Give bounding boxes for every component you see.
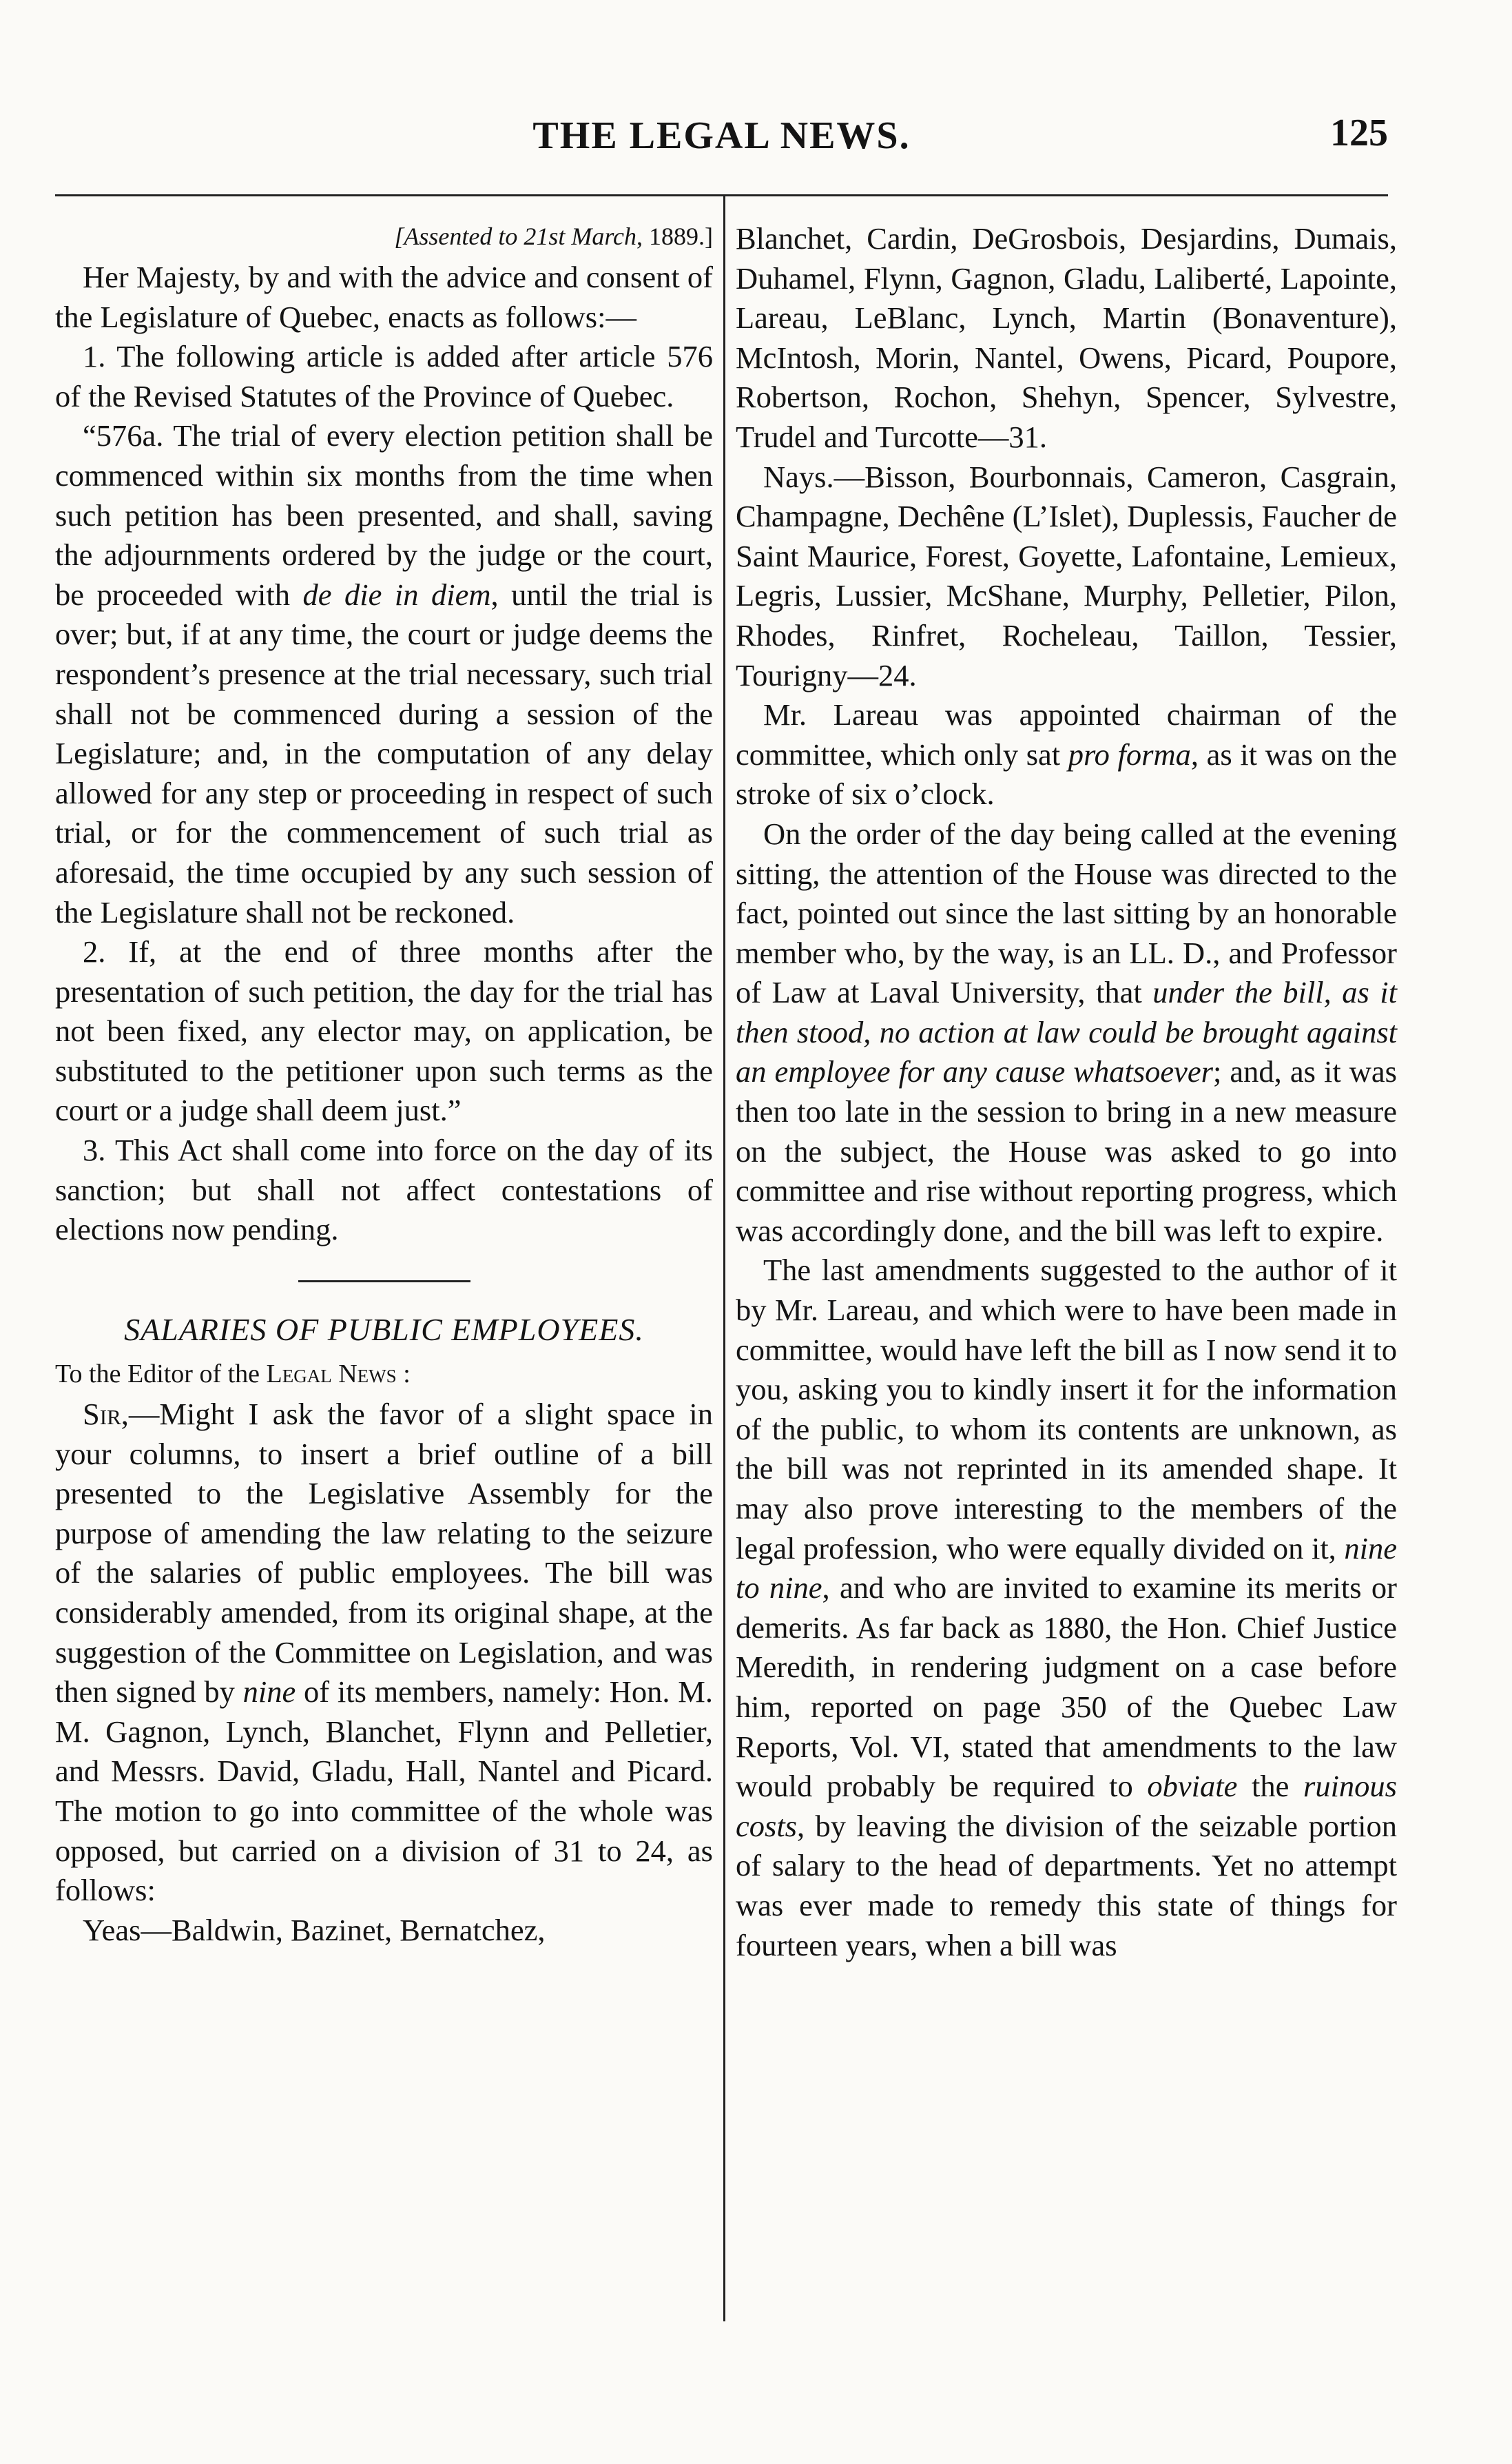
running-title: THE LEGAL NEWS. bbox=[532, 114, 911, 157]
enacting-clause: Her Majesty, by and with the advice and consent of the Legislature of Quebec, enacts as follows:— bbox=[55, 260, 713, 334]
right-column bbox=[736, 219, 1397, 1965]
header-rule bbox=[55, 194, 1388, 196]
order-of-day-paragraph: On the order of the day being called at the evening sitting, the attention of the House was directed to the fact, pointed out since the last sitting by an honorable member who, by the way, is an LL. D., and Professor of Law at Laval University, that under the bill, as it then stood, no action at law could be brought against an employee for any cause whatsoever; and, as it was then too late in the session to bring in a new measure on the subject, the House was asked to go into committee and rise without reporting progress, which was accordingly done, and the bill was left to expire. bbox=[736, 816, 1397, 1248]
section-title: SALARIES OF PUBLIC EMPLOYEES. bbox=[124, 1311, 644, 1347]
column-divider bbox=[723, 196, 725, 2321]
nays-list: Nays.—Bisson, Bourbonnais, Cameron, Casgrain, Champagne, Dechêne (L’Islet), Duplessis, Faucher de Saint Maurice, Forest, Goyette, Lafontaine, Lemieux, Legris, Lussier, McShane, Murphy, Pelletier, Pilon, Rhodes, Rinfret, Rocheleau, Taillon, Tessier, Tourigny—24. bbox=[736, 459, 1397, 692]
chairman-paragraph: Mr. Lareau was appointed chairman of the committee, which only sat pro forma, as it was on the stroke of six o’clock. bbox=[736, 697, 1397, 812]
article-3: 3. This Act shall come into force on the day of its sanction; but shall not affect contestations of elections now pending. bbox=[55, 1133, 713, 1247]
letter-paragraph-1: Sir,—Might I ask the favor of a slight space in your columns, to insert a brief outline of a bill presented to the Legislative Assembly for the purpose of amending the law relating to the seizure of the salaries of public employees. The bill was considerably amended, from its original shape, at the suggestion of the Committee on Legislation, and was then signed by nine of its members, namely: Hon. M. M. Gagnon, Lynch, Blanchet, Flynn and Pelletier, and Messrs. David, Gladu, Hall, Nantel and Picard. The motion to go into committee of the whole was opposed, but carried on a division of 31 to 24, as follows: bbox=[55, 1397, 713, 1908]
to-editor-line: To the Editor of the Legal News : bbox=[55, 1359, 411, 1389]
article-576a: “576a. The trial of every election petition shall be commenced within six months from the time when such petition has been presented, and shall, saving the adjournments ordered by the judge or the court, be proceeded with de die in diem, until the trial is over; but, if at any time, the court or judge deems the respondent’s presence at the trial necessary, such trial shall not be commenced during a session of the Legislature; and, in the computation of any delay allowed for any step or proceeding in respect of such trial, or for the commencement of such trial as aforesaid, the time occupied by any such session of the Legislature shall not be reckoned. bbox=[55, 418, 713, 930]
section-rule bbox=[298, 1280, 470, 1282]
article-2: 2. If, at the end of three months after the presentation of such petition, the day for the trial has not been fixed, any elector may, on application, be substituted to the petitioner upon such terms as the court or a judge shall deem just.” bbox=[55, 934, 713, 1128]
yeas-start: Yeas—Baldwin, Bazinet, Bernatchez, bbox=[83, 1912, 546, 1947]
assent-date-line: [Assented to 21st March, 1889.] bbox=[394, 223, 713, 250]
article-1: 1. The following article is added after article 576 of the Revised Statutes of the Province of Quebec. bbox=[55, 339, 713, 413]
left-column bbox=[55, 219, 713, 1950]
yeas-continued: Blanchet, Cardin, DeGrosbois, Desjardins, Dumais, Duhamel, Flynn, Gagnon, Gladu, Laliberté, Lapointe, Lareau, LeBlanc, Lynch, Martin (Bonaventure), McIntosh, Morin, Nantel, Owens, Picard, Poupore, Robertson, Rochon, Shehyn, Spencer, Sylvestre, Trudel and Turcotte—31. bbox=[736, 221, 1397, 454]
page-header bbox=[55, 114, 1388, 169]
page-number: 125 bbox=[1330, 112, 1388, 154]
last-amendments-paragraph: The last amendments suggested to the author of it by Mr. Lareau, and which were to have been made in committee, would have left the bill as I now send it to you, asking you to kindly insert it for the information of the public, to whom its contents are unknown, as the bill was not reprinted in its amended shape. It may also prove interesting to the members of the legal profession, who were equally divided on it, nine to nine, and who are invited to examine its merits or demerits. As far back as 1880, the Hon. Chief Justice Meredith, in rendering judgment on a case before him, reported on page 350 of the Quebec Law Reports, Vol. VI, stated that amendments to the law would probably be required to obviate the ruinous costs, by leaving the division of the seizable portion of salary to the head of departments. Yet no attempt was ever made to remedy this state of things for fourteen years, when a bill was bbox=[736, 1253, 1397, 1962]
